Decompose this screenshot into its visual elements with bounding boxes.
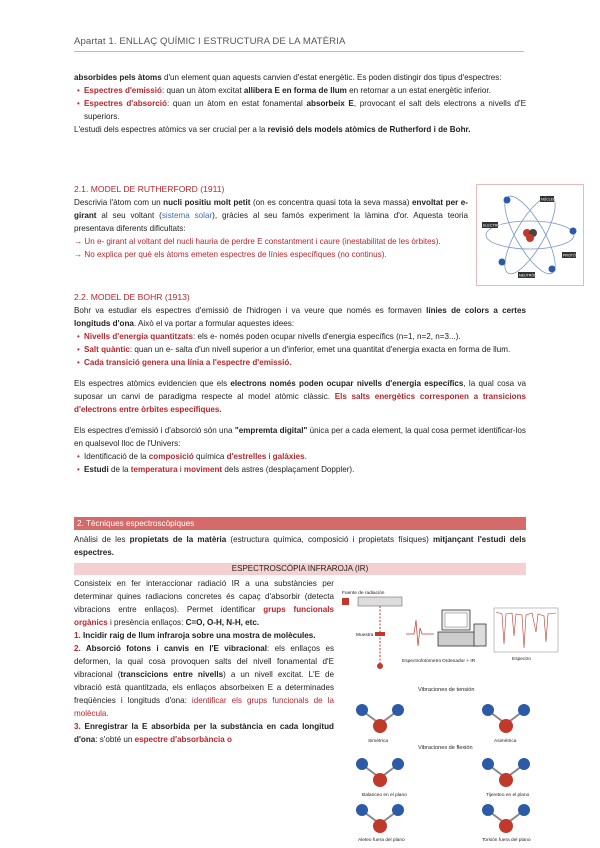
ir-source-icon (342, 598, 349, 605)
mode-twisting (482, 804, 531, 843)
section-2-paragraph (74, 533, 526, 559)
atom-blue-icon-4 (518, 704, 530, 716)
ir-beam-box (358, 597, 402, 606)
bohr-bullet-jump-key: Salt quàntic (84, 345, 130, 354)
bohr-p2-text1: Els espectres atòmics evidencien que els (74, 379, 231, 388)
atom-red-icon (373, 719, 387, 733)
ir-step-1-number: 1. (74, 631, 81, 640)
bullet-emission (74, 84, 526, 97)
atom-blue-icon-7 (482, 758, 494, 770)
bohr-bold1: línies de colors a certes longituds d'ona (74, 306, 526, 328)
ir-step-3-text: : s'obté un (95, 735, 135, 744)
bohr-p3-bold: "empremta digital" (234, 426, 308, 435)
bullet-emission-bold: allibera E en forma de llum (243, 86, 347, 95)
atom-blue-icon-3 (482, 704, 494, 716)
bohr-p2-bold: electrons només poden ocupar nivells d'energia específics (230, 379, 464, 388)
computer-icon (438, 632, 478, 646)
mode-symmetric (356, 704, 404, 744)
rutherford-text2: (on es concentra quasi tota la seva massa) (250, 198, 413, 207)
ir-step-2-t2: ) a un nivell excitat. L'E de vibració està quantitzada, els enllaços absorbeixen E a determinades freqüències i longituds d'ona: (74, 670, 335, 705)
mode-scissoring (482, 758, 530, 798)
sec2-t2: (estructura química, composició i propietats físiques) (226, 535, 433, 544)
bohr-use-study (74, 463, 526, 476)
label-source: Fuente de radiación (342, 591, 385, 596)
ir-apparatus-figure (342, 584, 564, 672)
rutherford-solar-system: sistema solar (161, 211, 213, 220)
tower-icon (474, 624, 486, 646)
vibration-modes-figure (342, 686, 564, 844)
ir-step-2-bold2: transcicions entre nivells (120, 670, 224, 679)
atom-red-icon-4 (499, 773, 513, 787)
atom-blue-icon-9 (356, 804, 368, 816)
ir-p1-t1: Consisteix en fer interaccionar radiació IR a una substàncies per determinar quines radiacions concretes és capaç d'absorbir (detecta vibracions entre enllaços). Permet identificar (74, 579, 334, 614)
use2-r2: moviment (183, 465, 223, 474)
rutherford-problem-2: → No explica per què els àtoms emeten espectres de línies específiques (no continus). (74, 250, 387, 259)
electron-icon-2 (570, 228, 577, 235)
label-proton: PROTÓN (563, 253, 579, 258)
title-bending: Vibraciones de flexión (418, 745, 473, 751)
bohr-text1: Bohr va estudiar els espectres d'emissió de l'hidrogen i va veure que només es formaven (74, 306, 427, 315)
ir-step-3-red: espectre d'absorbància o (134, 735, 232, 744)
label-wagging: Aleteo fuera del plano (358, 838, 405, 843)
bullet-absorption-key: Espectres d'absorció (84, 99, 167, 108)
atom-blue-icon-12 (518, 804, 530, 816)
bohr-p3-text1: Els espectres d'emissió i d'absorció són una (74, 426, 235, 435)
ir-subheading-bar: ESPECTROSCÒPIA INFRAROJA (IR) (74, 563, 526, 575)
label-neutron: NEUTRÓN (519, 273, 537, 278)
sec2-b2: mitjançant l'estudi dels espectres. (74, 535, 526, 557)
bullet-absorption-text2: , provocant el salt dels electrons a nivells d'E superiors. (84, 99, 526, 121)
mode-asymmetric (482, 704, 530, 744)
rutherford-atom-figure (476, 184, 584, 286)
bohr-bullet-transition-text: Cada transició genera una línia a l'espectre d'emissió. (84, 358, 292, 367)
detector-icon (377, 663, 383, 669)
ir-step-3-bold: Enregistrar la E absorbida per la substància en cada longitud d'ona (74, 722, 334, 744)
label-asymmetric: Asimétrica (494, 739, 517, 744)
bohr-paragraph (74, 304, 526, 330)
sec2-b1: propietats de la matèria (129, 535, 227, 544)
use1-t4: . (304, 452, 307, 461)
bullet-emission-text2: en retornar a un estat energètic inferior. (346, 86, 491, 95)
label-electron: ELECTRÓN (483, 223, 503, 228)
ir-step-2-number: 2. (74, 644, 81, 653)
intro-block (74, 71, 526, 136)
bullet-emission-text: : quan un àtom excitat (161, 86, 244, 95)
atom-blue-icon (356, 704, 368, 716)
ir-step-2-bold: Absorció fotons i canvis en l'E vibracional (80, 644, 268, 653)
bullet-emission-key: Espectres d'emissió (84, 86, 162, 95)
bohr-bullet-levels-key: Nivells d'energia quantitzats (84, 332, 193, 341)
electron-icon-4 (549, 266, 556, 273)
page-header: Apartat 1. ENLLAÇ QUÍMIC I ESTRUCTURA DE LA MATÈRIA (74, 36, 346, 47)
use1-r3: galàxies (272, 452, 305, 461)
bohr-paragraph-3 (74, 424, 526, 450)
use1-t2: química (193, 452, 227, 461)
atom-blue-icon-11 (482, 804, 494, 816)
rutherford-block (74, 183, 468, 261)
use1-t3: i (266, 452, 273, 461)
title-stretching: Vibraciones de tensión (418, 687, 475, 693)
intro-paragraph (74, 71, 526, 84)
use2-r1: temperatura (130, 465, 178, 474)
use2-t2: i (177, 465, 184, 474)
bullet-absorption (74, 97, 526, 123)
sec2-t1: Anàlisi de les (74, 535, 130, 544)
intro-closing-bold: revisió dels models atòmics de Rutherford i de Bohr. (267, 125, 471, 134)
label-sample: Muestra (356, 633, 374, 638)
label-nucleus: NÚCLEO (541, 197, 556, 202)
ir-step-3 (74, 720, 334, 746)
intro-text: d'un element quan aquests canvien d'estat energètic. Es poden distingir dos tipus d'espectres: (161, 73, 502, 82)
bullet-absorption-bold: absorbeix E (306, 99, 354, 108)
rutherford-problem-1: → Un e- girant al voltant del nucli hauria de perdre E constantment i caure (inestabilitat de les òrbites). (74, 237, 441, 246)
signal-trace (406, 620, 434, 646)
atom-red-icon-3 (373, 773, 387, 787)
label-scissoring: Tijereteo en el plano (486, 793, 530, 798)
bohr-text2: . Això el va portar a formular aquestes idees: (133, 319, 295, 328)
mode-rocking (356, 758, 407, 798)
ir-step-1 (74, 629, 334, 642)
sample-icon (375, 632, 385, 636)
electron-icon (504, 197, 511, 204)
use1-r2: d'estrelles (226, 452, 267, 461)
rutherford-text4: ), gràcies al seu famós experiment la làmina d'or. Aquesta teoria presentava diferents dificultats: (74, 211, 469, 233)
header-divider (74, 51, 524, 52)
ir-block (74, 577, 334, 746)
bohr-bullet-jump-text: : quan un e- salta d'un nivell superior a un d'inferior, emet una quantitat d'energia exacta en forma de llum. (129, 345, 511, 354)
bohr-bullet-levels (74, 330, 526, 343)
bohr-block (74, 291, 526, 476)
bohr-paragraph-2 (74, 377, 526, 416)
ir-p1-t2: i presència enllaços: (107, 618, 186, 627)
intro-closing (74, 123, 526, 136)
use2-t3: dels astres (desplaçament Doppler). (222, 465, 355, 474)
ir-step-2-red: identificar els grups funcionals de la molècula. (74, 696, 334, 718)
bohr-p2-red: Els salts energètics corresponen a transicions d'electrons entre òrbites específiques. (74, 392, 526, 414)
ir-p1-bold: C=O, O-H, N-H, etc. (185, 618, 260, 627)
use1-t1: Identificació de la (84, 452, 149, 461)
electron-icon-3 (499, 259, 506, 266)
bohr-use-composition (74, 450, 526, 463)
rutherford-text3: al seu voltant ( (96, 211, 162, 220)
atom-blue-icon-2 (392, 704, 404, 716)
bohr-p2-text2: , la qual cosa va suposar un canvi de paradigma respecte al model atòmic clàssic. (74, 379, 526, 401)
rutherford-text1: Descrivia l'àtom com un (74, 198, 164, 207)
ir-step-2-t1: : els enllaços es deformen, la qual cosa provoquen salts del nivell fonamental d'E vibracional ( (74, 644, 334, 679)
atom-blue-icon-5 (356, 758, 368, 770)
proton-icon-2 (526, 234, 534, 242)
atom-blue-icon-8 (518, 758, 530, 770)
ir-p1-red: grups funcionals orgànics (74, 605, 334, 627)
use2-t1: de la (108, 465, 131, 474)
atom-red-icon-5 (373, 819, 387, 833)
spectrum-chart (494, 608, 558, 652)
atom-red-icon-6 (499, 819, 513, 833)
intro-closing-text: L'estudi dels espectres atòmics va ser crucial per a la (74, 125, 268, 134)
ir-step-3-number: 3. (74, 722, 81, 731)
atom-blue-icon-10 (392, 804, 404, 816)
atom-red-icon-2 (499, 719, 513, 733)
use2-b1: Estudi (84, 465, 109, 474)
label-spectrum: Espectro (512, 657, 531, 662)
section-2-bar: 2. Tècniques espectroscòpiques (74, 517, 526, 530)
monitor-screen (445, 613, 467, 627)
label-symmetric: Simétrica (368, 739, 388, 744)
intro-bold: absorbides pels àtoms (74, 73, 162, 82)
mode-wagging (356, 804, 405, 843)
ir-step-1-text: Incidir raig de llum infraroja sobre una mostra de molècules. (80, 631, 316, 640)
label-computer: Ordenador + IR (442, 659, 476, 664)
bohr-bullet-jump (74, 343, 526, 356)
use1-r1: composició (148, 452, 194, 461)
ir-step-2 (74, 642, 334, 720)
bullet-absorption-text: : quan un àtom en estat fonamental (166, 99, 307, 108)
label-twisting: Torsión fuera del plano (482, 838, 531, 843)
bohr-bullet-transition (74, 356, 526, 369)
label-spectrophotometer: Espectrofotómetro (402, 659, 442, 664)
bohr-bullet-levels-text: : els e- només poden ocupar nivells d'energia específics (n=1, n=2, n=3...). (192, 332, 461, 341)
rutherford-bold1: nucli positiu molt petit (163, 198, 251, 207)
rutherford-bold2: envoltat per e- girant (74, 198, 468, 220)
label-rocking: Balanceo en el plano (362, 793, 407, 798)
rutherford-heading: 2.1. MODEL DE RUTHERFORD (1911) (74, 184, 225, 194)
section-2-block (74, 533, 526, 559)
bohr-heading: 2.2. MODEL DE BOHR (1913) (74, 292, 190, 302)
atom-blue-icon-6 (392, 758, 404, 770)
ir-paragraph (74, 577, 334, 629)
rutherford-paragraph (74, 196, 468, 235)
bohr-p3-text2: única per a cada element, la qual cosa permet identificar-los en qualsevol lloc de l'Univers: (74, 426, 526, 448)
